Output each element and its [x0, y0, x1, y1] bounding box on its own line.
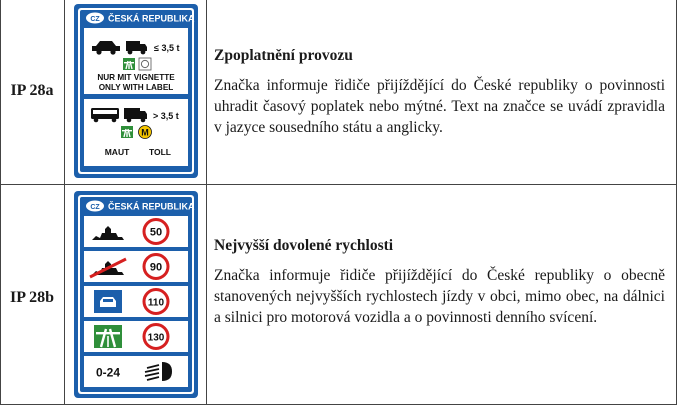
row-title: Zpoplatnění provozu: [214, 47, 353, 64]
toll-badge-icon: [139, 126, 152, 139]
svg-text:90: 90: [149, 261, 163, 274]
svg-text:M: M: [141, 127, 149, 138]
speed-limits-sign: [74, 191, 198, 398]
motorway-icon: [121, 126, 133, 138]
table-row-divider: [0, 184, 677, 185]
lights-hours-label: 0-24: [96, 365, 121, 380]
row-description: Značka informuje řidiče přijíždějící do České republiky o obecně stanovených nejvyšších rychlostech jízdy v obci, mimo obec, na dálnici a silnici pro motorová vozidla a o povinnosti denního svícení.: [214, 267, 665, 326]
table-divider-code: [64, 0, 65, 405]
upper-text-2: ONLY WITH LABEL: [98, 83, 174, 92]
row-code: IP 28a: [10, 82, 54, 99]
country-name: ČESKÁ REPUBLIKA: [108, 201, 195, 212]
motorway-icon: [94, 325, 122, 348]
vignette-icon: [139, 58, 151, 70]
expressway-icon: [94, 290, 122, 313]
speed-limit-130: [144, 325, 168, 349]
svg-text:50: 50: [149, 226, 163, 239]
lower-weight-label: > 3,5 t: [153, 111, 179, 121]
speed-limit-90: [144, 255, 168, 279]
row-code: IP 28b: [9, 289, 54, 306]
country-code: CZ: [90, 204, 100, 211]
upper-text-1: NUR MIT VIGNETTE: [97, 73, 175, 82]
row-description: Značka informuje řidiče přijíždějící do České republiky o povinnosti uhradit časový poplatek nebo mýtné. Text na značce se uvádí zpravidla v jazyce sousedního státu a anglicky.: [214, 77, 665, 136]
svg-text:130: 130: [147, 332, 165, 344]
speed-limit-110: [144, 290, 168, 314]
upper-weight-label: ≤ 3,5 t: [154, 43, 180, 53]
lower-text-right: TOLL: [148, 147, 172, 157]
svg-text:110: 110: [147, 297, 165, 309]
speed-limit-50: [144, 220, 168, 244]
row-title: Nejvyšší dovolené rychlosti: [214, 237, 394, 254]
table-border-left: [0, 0, 1, 405]
motorway-icon: [123, 58, 135, 70]
country-name: ČESKÁ REPUBLIKA: [108, 13, 195, 24]
lower-text-left: MAUT: [104, 147, 130, 157]
toll-sign: [74, 4, 198, 178]
table-divider-sign: [206, 0, 207, 405]
country-code: CZ: [90, 16, 100, 23]
